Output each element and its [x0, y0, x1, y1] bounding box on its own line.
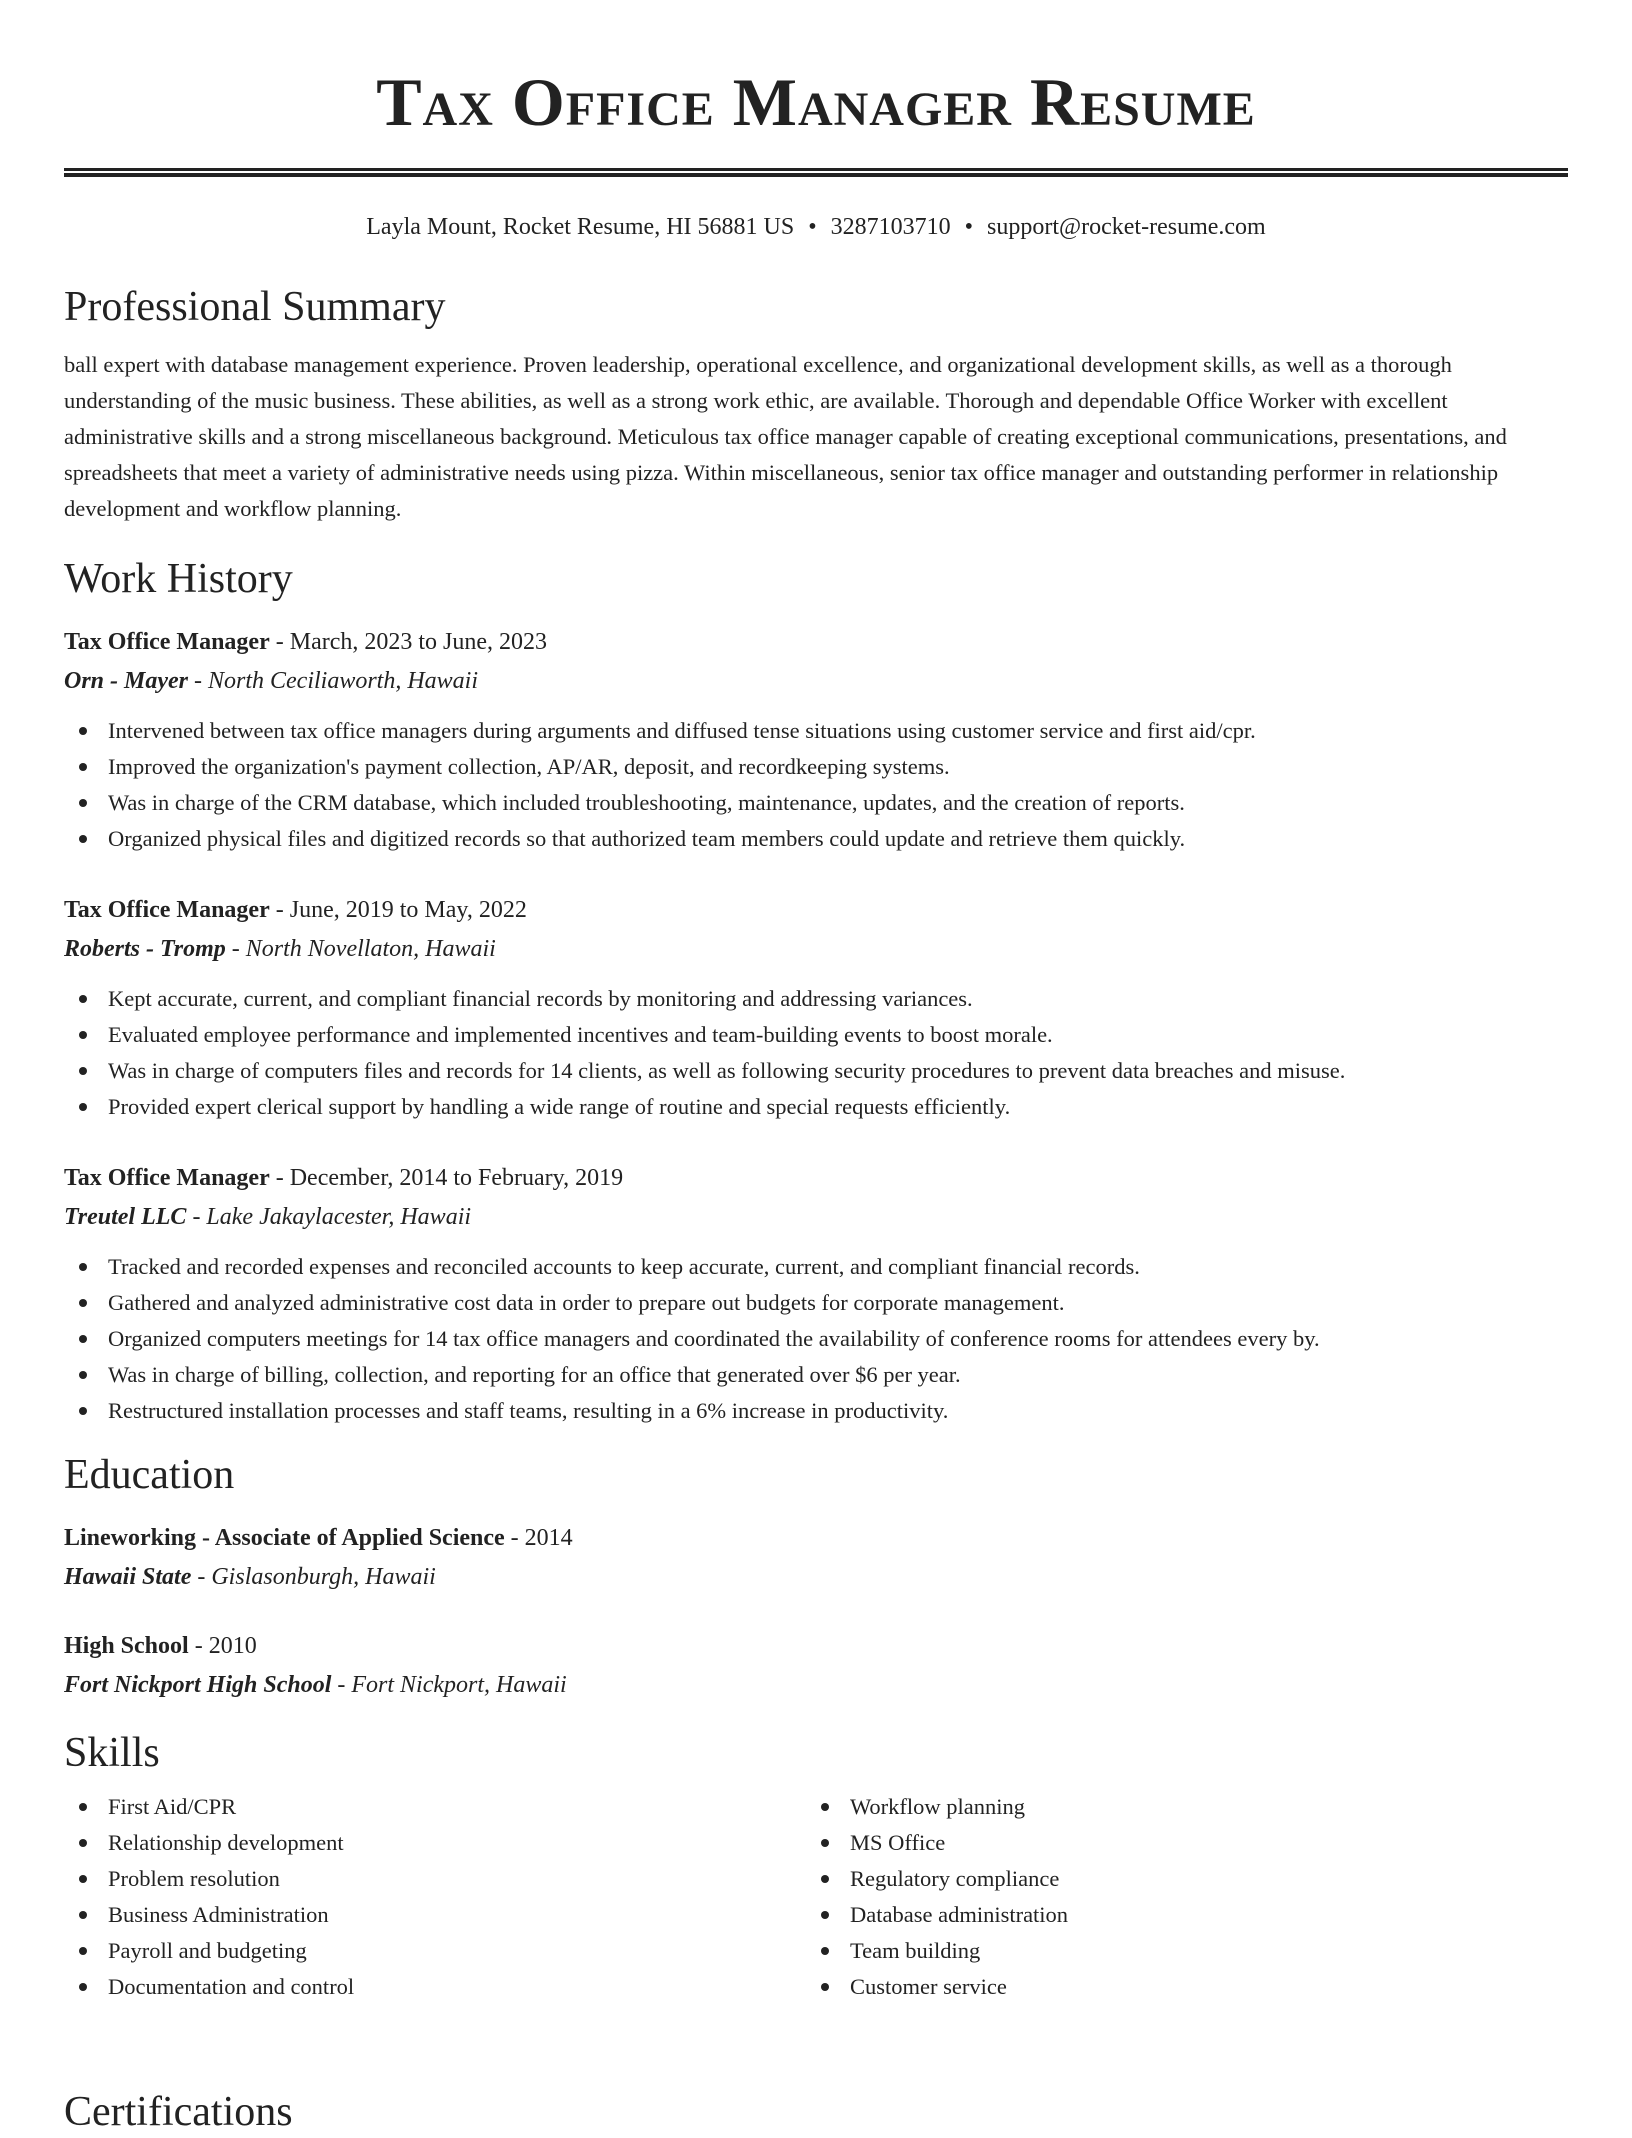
education-year: - 2014 — [504, 1525, 573, 1551]
skill-text: Workflow planning — [850, 1794, 1026, 1819]
skills-section — [64, 1727, 1568, 2005]
job-bullets — [64, 1249, 1568, 1429]
bullet-dot-icon — [79, 1371, 87, 1379]
list-item — [850, 1861, 1548, 1897]
education-degree: High School — [64, 1633, 189, 1659]
job-title: Tax Office Manager — [64, 1165, 270, 1191]
work-history-section — [64, 553, 1568, 1429]
bullet-text: Organized computers meetings for 14 tax office managers and coordinated the availability of conference rooms for attendees every by. — [108, 1326, 1320, 1351]
list-item — [108, 1861, 806, 1897]
summary-text: ball expert with database management experience. Proven leadership, operational excellence, and organizational development skills, as well as a thorough understanding of the music business. These abilities, as well as a strong work ethic, are available. Thorough and dependable Office Worker with excellent administrative skills and a strong miscellaneous background. Meticulous tax office manager capable of creating exceptional communications, presentations, and spreadsheets that meet a variety of administrative needs using pizza. Within miscellaneous, senior tax office manager and outstanding performer in relationship development and workflow planning. — [64, 352, 1507, 521]
bullet-text: Was in charge of billing, collection, and reporting for an office that generated over $6 per year. — [108, 1362, 961, 1387]
job-title-line — [64, 1159, 1568, 1197]
job-company: Orn - Mayer — [64, 668, 188, 694]
skill-text: Relationship development — [108, 1830, 344, 1855]
bullet-dot-icon — [79, 1335, 87, 1343]
contact-email: support@rocket-resume.com — [987, 214, 1266, 240]
bullet-dot-icon — [79, 1983, 87, 1991]
education-location: - Gislasonburgh, Hawaii — [191, 1564, 436, 1590]
summary-section — [64, 281, 1568, 527]
job-company-line — [64, 929, 1568, 969]
skill-text: Regulatory compliance — [850, 1866, 1060, 1891]
education-entry — [64, 1627, 1568, 1705]
skills-list — [806, 1789, 1548, 2005]
bullet-dot-icon — [79, 1031, 87, 1039]
job-dates: - December, 2014 to February, 2019 — [269, 1165, 624, 1191]
bullet-dot-icon — [79, 1911, 87, 1919]
list-item — [108, 1357, 1568, 1393]
skill-text: Customer service — [850, 1974, 1007, 1999]
education-school: Hawaii State — [64, 1564, 192, 1590]
bullet-dot-icon — [821, 1983, 829, 1991]
list-item — [108, 1321, 1568, 1357]
skills-heading: Skills — [64, 1730, 160, 1776]
list-item — [850, 1933, 1548, 1969]
bullet-dot-icon — [821, 1947, 829, 1955]
bullet-text: Provided expert clerical support by handling a wide range of routine and special requests efficiently. — [108, 1094, 1011, 1119]
job-bullets — [64, 981, 1568, 1125]
education-section — [64, 1449, 1568, 1705]
list-item — [108, 1789, 806, 1825]
list-item — [108, 1089, 1568, 1125]
contact-separator: • — [964, 214, 974, 240]
bullet-text: Tracked and recorded expenses and reconciled accounts to keep accurate, current, and compliant financial records. — [108, 1254, 1140, 1279]
contact-line — [64, 211, 1568, 243]
bullet-text: Organized physical files and digitized records so that authorized team members could update and retrieve them quickly. — [108, 826, 1186, 851]
job-title: Tax Office Manager — [64, 897, 270, 923]
bullet-dot-icon — [79, 1839, 87, 1847]
skill-text: Team building — [850, 1938, 981, 1963]
education-degree-line — [64, 1627, 1568, 1665]
list-item — [108, 1969, 806, 2005]
education-school-line — [64, 1665, 1568, 1705]
skill-text: Documentation and control — [108, 1974, 355, 1999]
job-location: - North Novellaton, Hawaii — [225, 936, 496, 962]
list-item — [108, 1933, 806, 1969]
education-school-line — [64, 1557, 1568, 1597]
bullet-dot-icon — [79, 1103, 87, 1111]
bullet-dot-icon — [821, 1911, 829, 1919]
contact-address: Layla Mount, Rocket Resume, HI 56881 US — [366, 214, 795, 240]
bullet-text: Intervened between tax office managers during arguments and diffused tense situations using customer service and first aid/cpr. — [108, 718, 1256, 743]
list-item — [108, 1285, 1568, 1321]
bullet-dot-icon — [79, 1803, 87, 1811]
bullet-dot-icon — [79, 763, 87, 771]
bullet-dot-icon — [79, 727, 87, 735]
job-title-line — [64, 891, 1568, 929]
education-degree: Lineworking - Associate of Applied Science — [64, 1525, 505, 1551]
list-item — [850, 1825, 1548, 1861]
skills-grid — [64, 1789, 1568, 2005]
skills-column-right — [806, 1789, 1548, 2005]
list-item — [108, 713, 1568, 749]
bullet-text: Evaluated employee performance and implemented incentives and team-building events to boost morale. — [108, 1022, 1053, 1047]
list-item — [108, 1825, 806, 1861]
education-heading: Education — [64, 1452, 235, 1498]
list-item — [108, 1393, 1568, 1429]
skills-list — [64, 1789, 806, 2005]
bullet-dot-icon — [79, 1407, 87, 1415]
list-item — [108, 1249, 1568, 1285]
bullet-text: Was in charge of the CRM database, which included troubleshooting, maintenance, updates, and the creation of reports. — [108, 790, 1185, 815]
bullet-text: Kept accurate, current, and compliant financial records by monitoring and addressing variances. — [108, 986, 973, 1011]
title-double-rule — [64, 168, 1568, 177]
job-entry — [64, 891, 1568, 1125]
job-company-line — [64, 661, 1568, 701]
bullet-dot-icon — [821, 1803, 829, 1811]
education-school: Fort Nickport High School — [64, 1672, 332, 1698]
summary-heading: Professional Summary — [64, 284, 446, 330]
contact-separator: • — [808, 214, 817, 240]
list-item — [108, 785, 1568, 821]
education-year: - 2010 — [188, 1633, 257, 1659]
job-company-line — [64, 1197, 1568, 1237]
skill-text: Payroll and budgeting — [108, 1938, 307, 1963]
list-item — [108, 981, 1568, 1017]
list-item — [108, 821, 1568, 857]
resume-title: Tax Office Manager Resume — [376, 64, 1256, 140]
job-entry — [64, 1159, 1568, 1429]
bullet-dot-icon — [821, 1839, 829, 1847]
bullet-dot-icon — [79, 835, 87, 843]
job-location: - Lake Jakaylacester, Hawaii — [186, 1204, 472, 1230]
skill-text: Business Administration — [108, 1902, 329, 1927]
bullet-dot-icon — [79, 1875, 87, 1883]
bullet-text: Gathered and analyzed administrative cost data in order to prepare out budgets for corporate management. — [108, 1290, 1065, 1315]
job-title-line — [64, 623, 1568, 661]
education-entry — [64, 1519, 1568, 1597]
work-history-heading: Work History — [64, 556, 293, 602]
job-dates: - June, 2019 to May, 2022 — [269, 897, 527, 923]
list-item — [850, 1969, 1548, 2005]
contact-phone: 3287103710 — [830, 214, 951, 240]
bullet-dot-icon — [79, 799, 87, 807]
bullet-dot-icon — [79, 1299, 87, 1307]
education-degree-line — [64, 1519, 1568, 1557]
skill-text: Problem resolution — [108, 1866, 280, 1891]
bullet-dot-icon — [79, 1067, 87, 1075]
list-item — [108, 1897, 806, 1933]
bullet-text: Was in charge of computers files and records for 14 clients, as well as following security procedures to prevent data breaches and misuse. — [108, 1058, 1346, 1083]
bullet-text: Restructured installation processes and staff teams, resulting in a 6% increase in productivity. — [108, 1398, 949, 1423]
list-item — [850, 1897, 1548, 1933]
job-company: Treutel LLC — [64, 1204, 187, 1230]
job-bullets — [64, 713, 1568, 857]
list-item — [108, 1017, 1568, 1053]
bullet-dot-icon — [79, 1263, 87, 1271]
bullet-text: Improved the organization's payment collection, AP/AR, deposit, and recordkeeping systems. — [108, 754, 950, 779]
job-entry — [64, 623, 1568, 857]
certifications-heading: Certifications — [64, 2089, 293, 2135]
bullet-dot-icon — [79, 995, 87, 1003]
bullet-dot-icon — [79, 1947, 87, 1955]
job-title: Tax Office Manager — [64, 629, 270, 655]
skill-text: MS Office — [850, 1830, 946, 1855]
list-item — [108, 1053, 1568, 1089]
bullet-dot-icon — [821, 1875, 829, 1883]
skill-text: First Aid/CPR — [108, 1794, 237, 1819]
job-company: Roberts - Tromp — [64, 936, 226, 962]
skill-text: Database administration — [850, 1902, 1069, 1927]
skills-column-left — [64, 1789, 806, 2005]
list-item — [850, 1789, 1548, 1825]
list-item — [108, 749, 1568, 785]
education-location: - Fort Nickport, Hawaii — [331, 1672, 567, 1698]
job-location: - North Ceciliaworth, Hawaii — [188, 668, 479, 694]
job-dates: - March, 2023 to June, 2023 — [269, 629, 548, 655]
